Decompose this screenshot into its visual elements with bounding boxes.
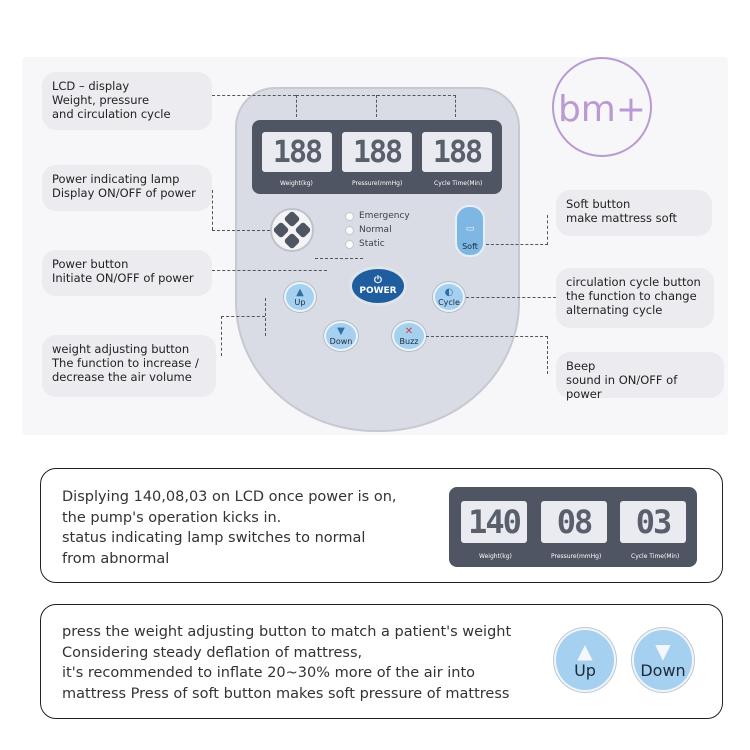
lamp-segment-bottom: [284, 233, 301, 250]
lcd-example-weight-label: Weight(kg): [479, 553, 512, 560]
callout-weight: weight adjusting button The function to increase / decrease the air volume: [42, 335, 216, 397]
lamp-segment-right: [295, 222, 312, 239]
down-button-large[interactable]: ▼ Down: [632, 628, 694, 692]
callout-power-lamp: Power indicating lamp Display ON/OFF of power: [42, 165, 212, 211]
connector-power-button-diag: [315, 258, 363, 270]
connector-power-lamp-h: [212, 230, 270, 231]
callout-soft: Soft button make mattress soft: [556, 190, 712, 236]
up-arrow-icon: ▲: [296, 286, 304, 298]
power-button[interactable]: ⏻ POWER: [349, 266, 407, 306]
info-text-weight: press the weight adjusting button to match a patient's weight Considering steady deflation of mattress, it's recommended to inflate 20~30% more of the air into mattress Press of soft button makes soft pressure of mattress: [62, 624, 512, 702]
connector-power-button: [212, 270, 327, 271]
soft-icon: ▭: [465, 224, 475, 234]
lcd-display: [252, 120, 502, 194]
power-indicating-lamp: [270, 208, 314, 252]
lcd-example-weight: 140: [461, 501, 527, 543]
callout-beep: Beep sound in ON/OFF of power: [556, 352, 724, 398]
cycle-button[interactable]: ◐ Cycle: [433, 282, 465, 312]
cycle-icon: ◐: [444, 286, 454, 298]
lcd-example-display: [449, 487, 697, 567]
lcd-weight-digits: 188: [262, 132, 332, 172]
lcd-bracket-mid: [376, 95, 377, 117]
status-emergency: Emergency: [345, 211, 410, 221]
connector-weight: [221, 316, 265, 356]
callout-power-button: Power button Initiate ON/OFF of power: [42, 250, 212, 296]
lcd-weight-label: Weight(kg): [280, 180, 313, 187]
status-dot: [345, 240, 354, 249]
lcd-pressure-digits: 188: [342, 132, 412, 172]
lcd-example-pressure-label: Pressure(mmHg): [551, 553, 602, 560]
connector-soft: [486, 215, 548, 245]
lcd-example-cycle-label: Cycle Time(Min): [631, 553, 680, 560]
power-icon: ⏻: [374, 275, 382, 286]
callout-lcd: LCD – display Weight, pressure and circulation cycle: [42, 72, 212, 130]
up-button-large[interactable]: ▲ Up: [554, 628, 616, 692]
mute-x-icon: ✕: [404, 325, 414, 337]
connector-weight-up: [265, 298, 266, 336]
down-arrow-icon: ▼: [337, 325, 345, 337]
brand-logo: bm+: [552, 57, 652, 157]
lcd-example-pressure: 08: [541, 501, 607, 543]
info-text-power-on: Displying 140,08,03 on LCD once power is on, the pump's operation kicks in. status indicating lamp switches to normal from abnormal: [62, 489, 397, 567]
connector-cycle: [466, 297, 556, 298]
up-button[interactable]: ▲ Up: [284, 282, 316, 312]
down-button[interactable]: ▼ Down: [324, 321, 358, 351]
callout-cycle: circulation cycle button the function to change alternating cycle: [556, 268, 714, 328]
up-arrow-icon: ▲: [577, 638, 593, 663]
connector-lcd: [212, 95, 296, 96]
lcd-cycle-digits: 188: [422, 132, 492, 172]
status-dot: [345, 226, 354, 235]
connector-power-lamp-v: [212, 190, 214, 230]
status-normal: Normal: [345, 225, 392, 235]
soft-button[interactable]: ▭ Soft: [455, 205, 485, 257]
connector-beep: [426, 336, 548, 374]
lcd-cycle-label: Cycle Time(Min): [434, 180, 483, 187]
status-dot: [345, 212, 354, 221]
status-static: Static: [345, 239, 385, 249]
buzz-button[interactable]: ✕ Buzz: [392, 321, 426, 351]
lcd-pressure-label: Pressure(mmHg): [352, 180, 403, 187]
lcd-example-cycle: 03: [620, 501, 686, 543]
down-arrow-icon: ▼: [655, 638, 671, 663]
